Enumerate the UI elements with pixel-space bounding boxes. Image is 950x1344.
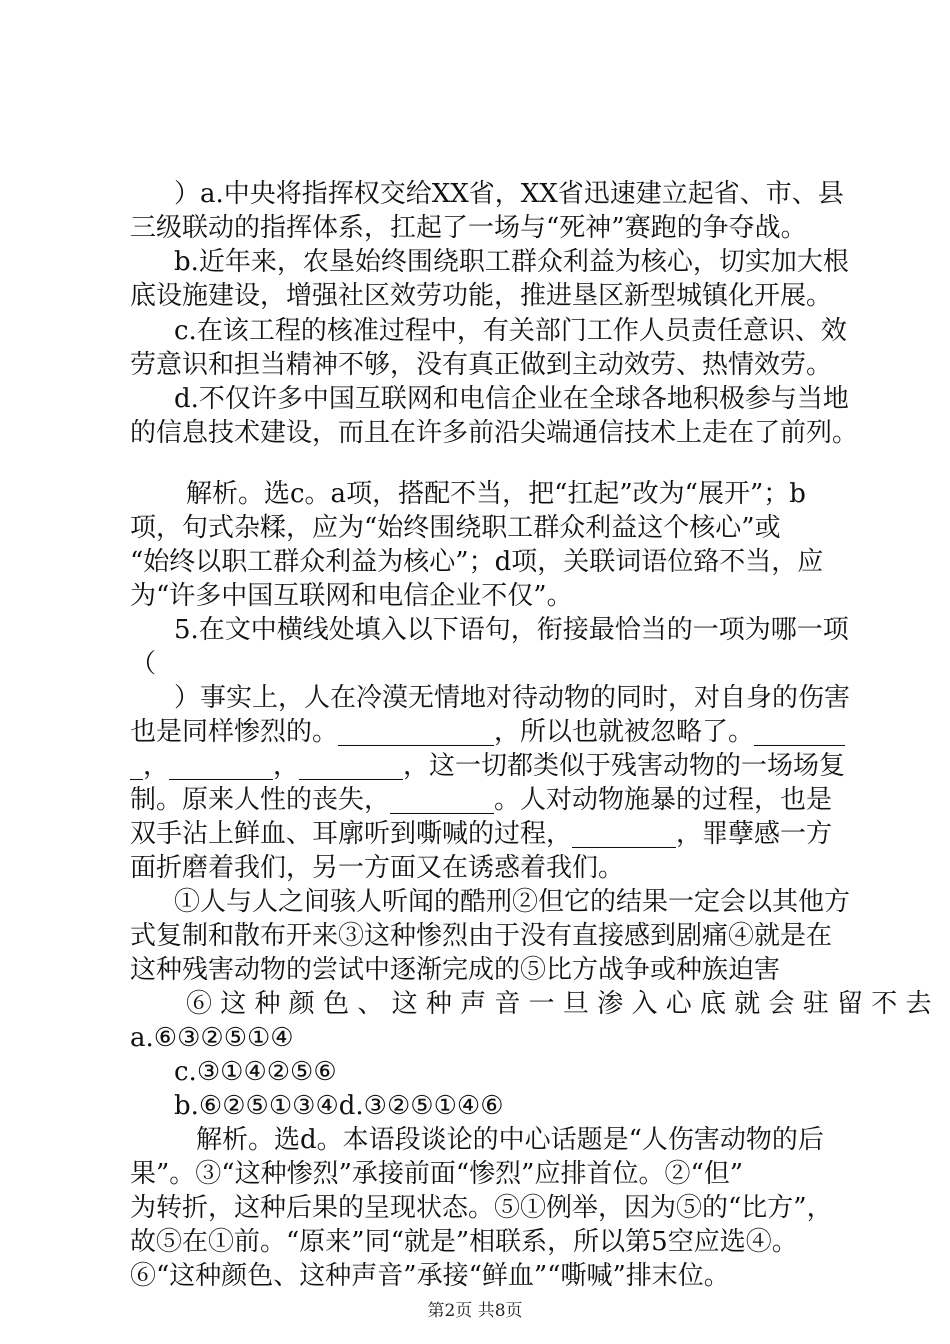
text-line: ）事实上，人在冷漠无情地对待动物的同时，对自身的伤害 (174, 683, 851, 713)
text-line: ）a.中央将指挥权交给XX省，XX省迅速建立起省、市、县 (174, 179, 844, 209)
text-line: ①人与人之间骇人听闻的酷刑②但它的结果一定会以其他方 (174, 887, 851, 917)
text-line: 也是同样惨烈的。____________，所以也就被忽略了。_______ (130, 717, 846, 747)
text-line: ⑥“这种颜色、这种声音”承接“鲜血”“嘶喊”排末位。 (130, 1261, 730, 1291)
text-line: 为转折，这种后果的呈现状态。⑤①例举，因为⑤的“比方”， (130, 1193, 833, 1223)
text-line: a.⑥③②⑤①④ (130, 1023, 294, 1053)
text-line: 面折磨着我们，另一方面又在诱惑着我们。 (130, 853, 625, 883)
text-line: ⑥ 这 种 颜 色 、 这 种 声 音 一 旦 渗 入 心 底 就 会 驻 留 不 去 (186, 989, 932, 1019)
text-line: b.近年来，农垦始终围绕职工群众利益为核心，切实加大根 (174, 247, 849, 277)
text-line: 式复制和散布开来③这种惨烈由于没有直接感到剧痛④就是在 (130, 921, 833, 951)
text-line: 故⑤在①前。“原来”同“就是”相联系，所以第5空应选④。 (130, 1227, 798, 1257)
text-line: 项，句式杂糅，应为“始终围绕职工群众利益这个核心”或 (130, 513, 781, 543)
text-line: 果”。③“这种惨烈”承接前面“惨烈”应排首位。②“但” (130, 1159, 744, 1189)
text-line: 三级联动的指挥体系，扛起了一场与“死神”赛跑的争夺战。 (130, 213, 807, 243)
text-line: 双手沾上鲜血、耳廓听到嘶喊的过程，________，罪孽感一方 (130, 819, 833, 849)
text-line: 5.在文中横线处填入以下语句，衔接最恰当的一项为哪一项 (174, 615, 849, 645)
text-line: d.不仅许多中国互联网和电信企业在全球各地积极参与当地 (174, 384, 849, 414)
text-line: 解析。选c。a项，搭配不当，把“扛起”改为“展开”；b (186, 479, 806, 509)
text-line: _，________，________，这一切都类似于残害动物的一场场复 (130, 751, 846, 781)
text-line: b.⑥②⑤①③④d.③②⑤①④⑥ (174, 1091, 504, 1121)
page-footer: 第2页 共8页 (427, 1301, 523, 1321)
text-line: “始终以职工群众利益为核心”；d项，关联词语位臵不当，应 (130, 547, 824, 577)
text-line: 解析。选d。本语段谈论的中心话题是“人伤害动物的后 (196, 1125, 824, 1155)
text-line: （ (130, 649, 157, 679)
text-line: 底设施建设，增强社区效劳功能，推进垦区新型城镇化开展。 (130, 281, 833, 311)
text-line: c.③①④②⑤⑥ (174, 1057, 337, 1087)
text-line: 为“许多中国互联网和电信企业不仅”。 (130, 581, 573, 611)
text-line: 制。原来人性的丧失，________。人对动物施暴的过程，也是 (130, 785, 833, 815)
text-line: c.在该工程的核准过程中，有关部门工作人员责任意识、效 (174, 316, 847, 346)
text-line: 劳意识和担当精神不够，没有真正做到主动效劳、热情效劳。 (130, 350, 833, 380)
text-line: 的信息技术建设，而且在许多前沿尖端通信技术上走在了前列。 (130, 418, 859, 448)
text-line: 这种残害动物的尝试中逐渐完成的⑤比方战争或种族迫害 (130, 955, 781, 985)
